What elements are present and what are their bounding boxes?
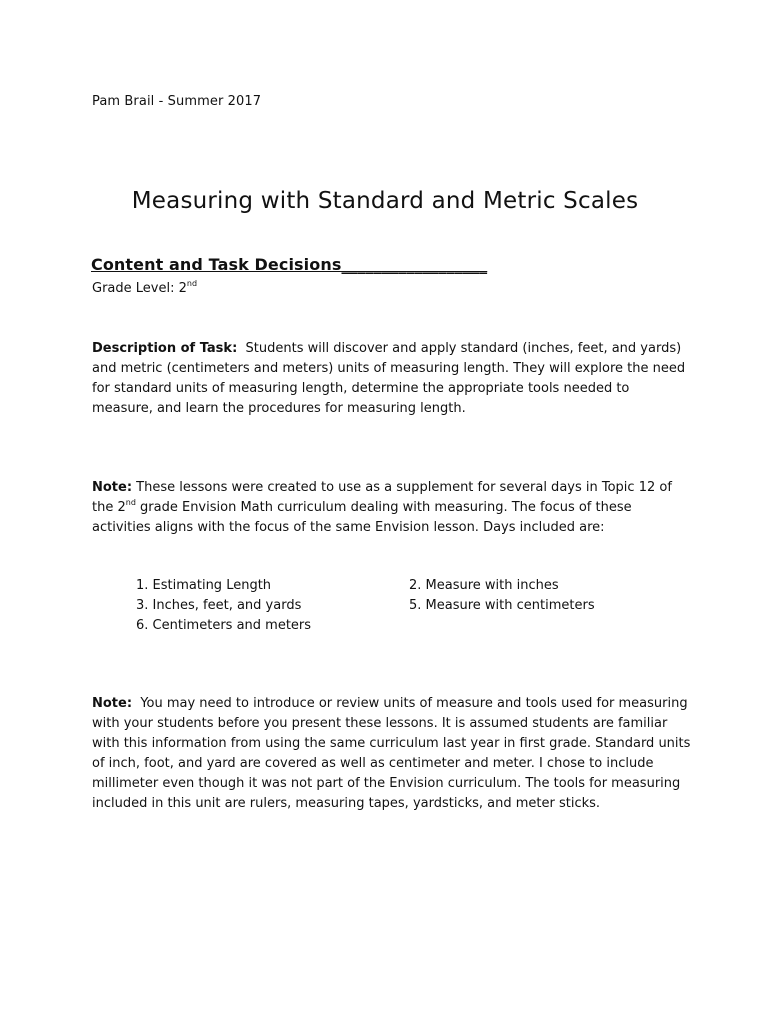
note-supplement-suffix: nd <box>125 498 136 507</box>
section-heading: Content and Task Decisions__________________ <box>91 255 488 274</box>
document-title: Measuring with Standard and Metric Scales <box>131 188 639 214</box>
list-item: 5. Measure with centimeters <box>409 598 595 613</box>
note-supplement-text-a: These lessons were created to use as a supplement for several days in Topic 12 of the 2 <box>92 480 672 515</box>
task-description <box>92 339 692 419</box>
note-prerequisites <box>92 694 692 814</box>
note-prerequisites-label: Note: <box>92 696 133 711</box>
grade-level <box>92 281 197 296</box>
grade-level-text: Grade Level: 2 <box>92 281 187 296</box>
grade-level-suffix: nd <box>186 279 198 288</box>
note-prerequisites-text: You may need to introduce or review units of measure and tools used for measuring with your students before you present these lessons. It is assumed students are familiar with this information from using the same curriculum last year in first grade. Standard units of inch, foot, and yard are covered as well as centimeter and meter. I chose to include millimeter even though it was not part of the Envision curriculum. The tools for measuring included in this unit are rulers, measuring tapes, yardsticks, and meter sticks. <box>92 696 691 811</box>
task-description-label: Description of Task: <box>92 341 238 356</box>
list-item: 3. Inches, feet, and yards <box>136 598 302 613</box>
list-item: 1. Estimating Length <box>136 578 272 593</box>
note-supplement <box>92 478 692 538</box>
task-description-text: Students will discover and apply standard (inches, feet, and yards) and metric (centimeters and meters) units of measuring length. They will explore the need for standard units of measuring length, determine the appropriate tools needed to measure, and learn the procedures for measuring length. <box>92 341 686 416</box>
note-supplement-text-b: grade Envision Math curriculum dealing with measuring. The focus of these activities aligns with the focus of the same Envision lesson. Days included are: <box>92 500 632 535</box>
list-item: 2. Measure with inches <box>409 578 559 593</box>
list-item: 6. Centimeters and meters <box>136 618 312 633</box>
author-line: Pam Brail - Summer 2017 <box>92 94 262 109</box>
note-supplement-label: Note: <box>92 480 133 495</box>
